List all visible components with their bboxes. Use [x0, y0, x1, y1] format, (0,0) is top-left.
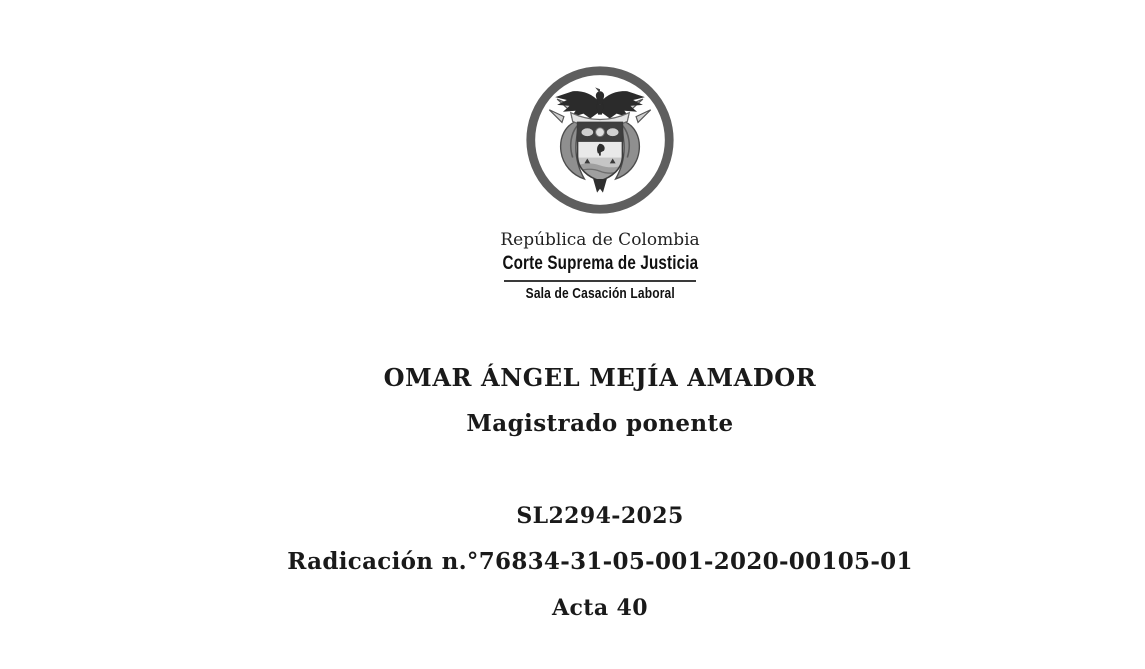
document-header-column	[150, 0, 1050, 621]
ruling-number: SL2294-2025	[516, 503, 684, 530]
chamber-name	[150, 286, 1050, 303]
magistrate-role: Magistrado ponente	[466, 410, 734, 438]
coat-of-arms-colombia-icon	[522, 62, 678, 218]
emblem-divider-line	[504, 280, 696, 282]
country-label: República de Colombia	[500, 230, 700, 250]
magistrate-name: OMAR ÁNGEL MEJÍA AMADOR	[383, 363, 817, 393]
court-name-text: Corte Suprema de Justicia	[502, 252, 698, 274]
court-name	[150, 254, 1050, 275]
radicacion-number: Radicación n.°76834-31-05-001-2020-00105-01	[287, 548, 913, 576]
acta-number: Acta 40	[552, 595, 648, 622]
chamber-name-text: Sala de Casación Laboral	[525, 284, 675, 302]
